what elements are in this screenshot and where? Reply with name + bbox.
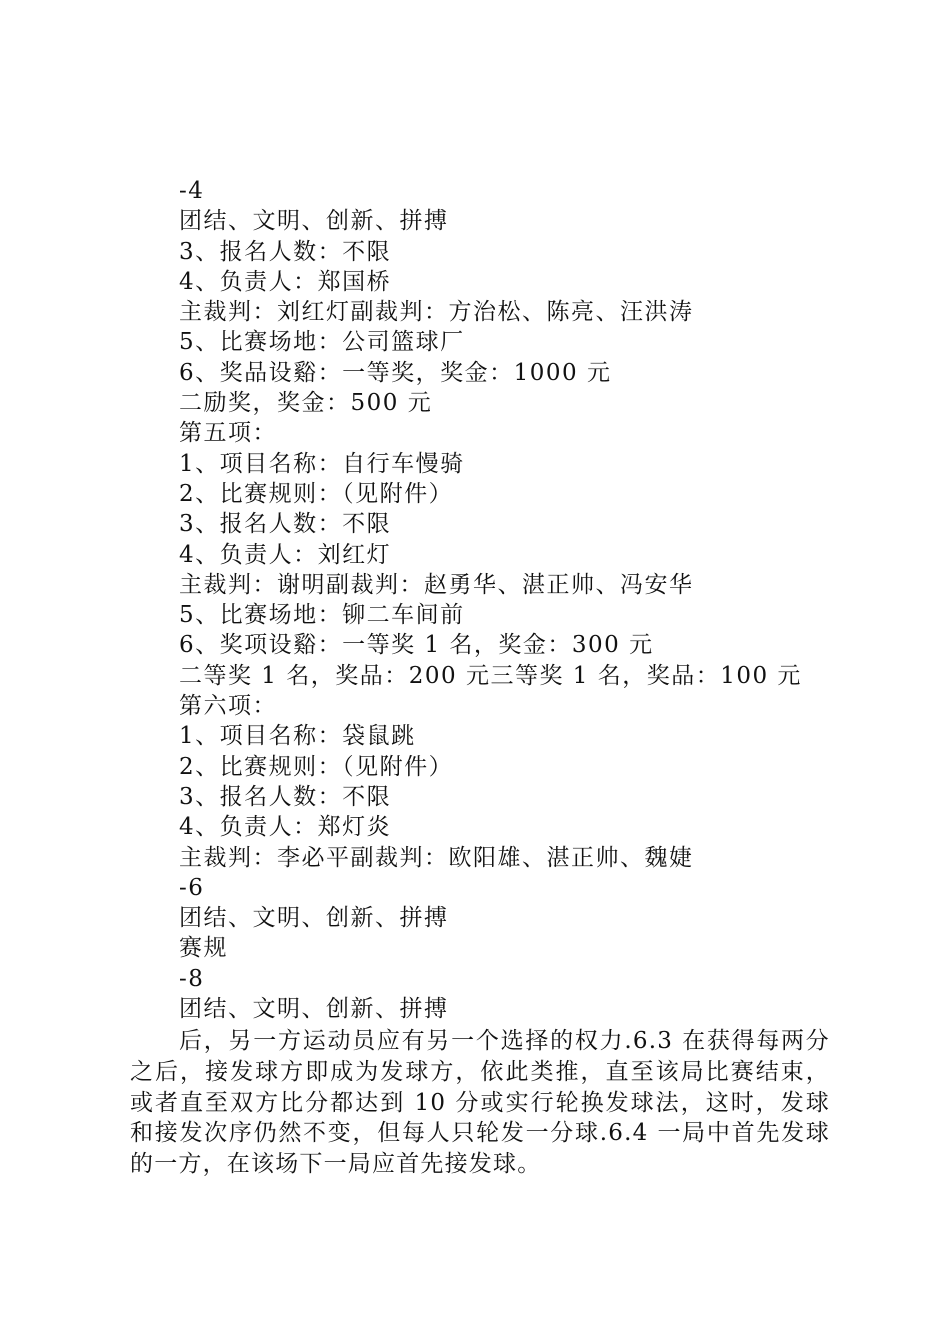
page-number: -4 (179, 178, 205, 204)
text-line: 1、项目名称：袋鼠跳 (179, 723, 416, 750)
text-line: 1、项目名称：自行车慢骑 (179, 450, 465, 477)
page-number: -8 (179, 965, 205, 992)
section-heading: 第六项： (179, 693, 277, 720)
text-line: 4、负责人：刘红灯 (179, 541, 392, 568)
text-line: 2、比赛规则：（见附件） (179, 480, 454, 507)
text-line: 2、比赛规则：（见附件） (179, 753, 454, 780)
text-line: 二等奖 1 名，奖品：200 元三等奖 1 名，奖品：100 元 (179, 662, 802, 689)
text-line: 3、报名人数：不限 (179, 238, 392, 265)
slogan-line: 团结、文明、创新、拼搏 (179, 208, 449, 235)
text-line: 赛规 (179, 935, 228, 962)
text-line: 3、报名人数：不限 (179, 783, 392, 810)
text-line: 4、负责人：郑灯炎 (179, 814, 392, 841)
text-line: 6、奖品设谿：一等奖，奖金：1000 元 (179, 359, 612, 386)
text-line: 3、报名人数：不限 (179, 511, 392, 538)
text-line: 主裁判：刘红灯副裁判：方治松、陈亮、汪洪涛 (179, 299, 694, 326)
slogan-line: 团结、文明、创新、拼搏 (179, 905, 449, 932)
document-lines (179, 176, 879, 1024)
text-line: 5、比赛场地：铆二车间前 (179, 602, 465, 629)
text-line: 5、比赛场地：公司篮球厂 (179, 329, 465, 356)
rules-paragraph: 后，另一方运动员应有另一个选择的权力.6.3 在获得每两分之后，接发球方即成为发球方，依此类推，直至该局比赛结束，或者直至双方比分都达到 10 分或实行轮换发球法，这时，发球和接发次序仍然不变，但每人只轮发一分球.6.4 一局中首先发球的一方，在该场下一局应首先接发球。 (130, 1028, 830, 1178)
text-line: 主裁判：谢明副裁判：赵勇华、湛正帅、冯安华 (179, 571, 694, 598)
text-line: 主裁判：李必平副裁判：欧阳雄、湛正帅、魏婕 (179, 844, 694, 871)
section-heading: 第五项： (179, 420, 277, 447)
page-number: -6 (179, 874, 205, 901)
slogan-line: 团结、文明、创新、拼搏 (179, 996, 449, 1023)
text-line: 二励奖，奖金：500 元 (179, 390, 433, 417)
text-line: 4、负责人：郑国桥 (179, 268, 392, 295)
text-line: 6、奖项设谿：一等奖 1 名，奖金：300 元 (179, 632, 654, 659)
